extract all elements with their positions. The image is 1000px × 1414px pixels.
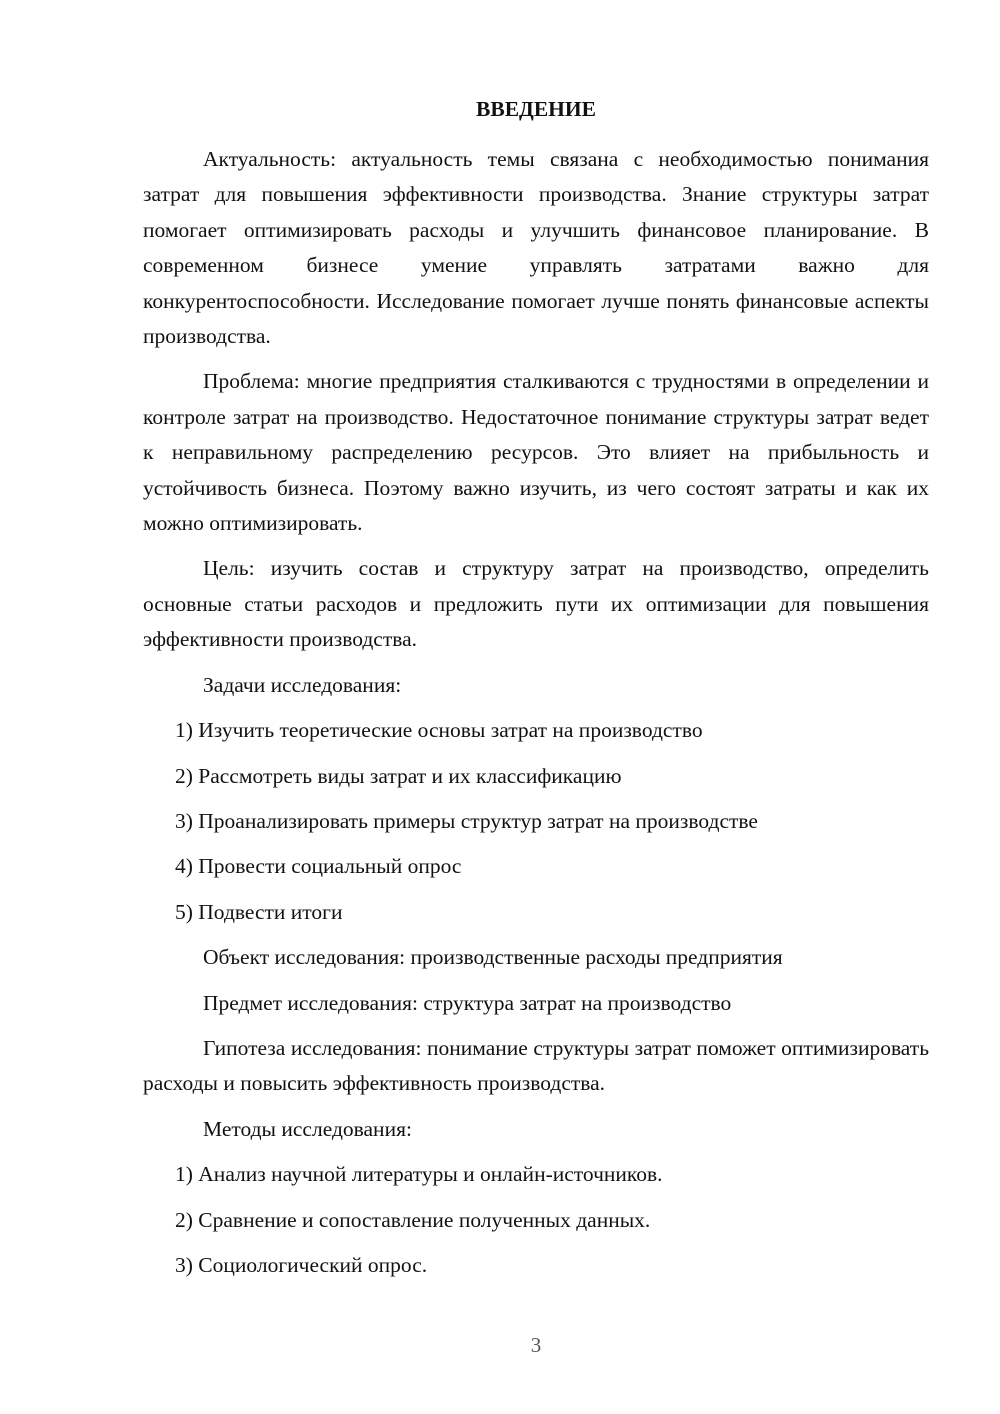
page-title: ВВЕДЕНИЕ [476, 97, 596, 121]
problem-paragraph: Проблема: многие предприятия сталкиваются с трудностями в определении и контроле затрат на производство. Недостаточное понимание структуры затрат ведет к неправильному распределению ресурсов. Это влияет на прибыльность и устойчивость бизнеса. Поэтому важно изучить, из чего состоят затраты и как их можно оптимизировать. [143, 369, 929, 536]
research-subject: Предмет исследования: структура затрат на производство [203, 990, 732, 1015]
page-content [143, 92, 929, 1293]
relevance-paragraph: Актуальность: актуальность темы связана с необходимостью понимания затрат для повышения эффективности производства. Знание структуры затрат помогает оптимизировать расходы и улучшить финансовое планирование. В современном бизнесе умение управлять затратами важно для конкурентоспособности. Исследование помогает лучше понять финансовые аспекты производства. [143, 147, 929, 349]
page-number: 3 [530, 1333, 542, 1357]
methods-list-item: 1) Анализ научной литературы и онлайн-источников. [175, 1162, 663, 1187]
goal-paragraph: Цель: изучить состав и структуру затрат на производство, определить основные статьи расходов и предложить пути их оптимизации для повышения эффективности производства. [143, 556, 929, 652]
tasks-list-item: 3) Проанализировать примеры структур затрат на производстве [175, 808, 758, 833]
hypothesis-paragraph: Гипотеза исследования: понимание структуры затрат поможет оптимизировать расходы и повысить эффективность производства. [143, 1035, 929, 1096]
methods-list-item: 3) Социологический опрос. [175, 1252, 428, 1277]
tasks-heading: Задачи исследования: [203, 672, 402, 697]
research-object: Объект исследования: производственные расходы предприятия [203, 945, 783, 970]
methods-list-item: 2) Сравнение и сопоставление полученных данных. [175, 1207, 651, 1232]
tasks-list-item: 5) Подвести итоги [175, 899, 343, 924]
methods-heading: Методы исследования: [203, 1116, 412, 1141]
tasks-list-item: 2) Рассмотреть виды затрат и их классификацию [175, 763, 622, 788]
tasks-list-item: 1) Изучить теоретические основы затрат на производство [175, 718, 703, 743]
tasks-list-item: 4) Провести социальный опрос [175, 854, 462, 879]
